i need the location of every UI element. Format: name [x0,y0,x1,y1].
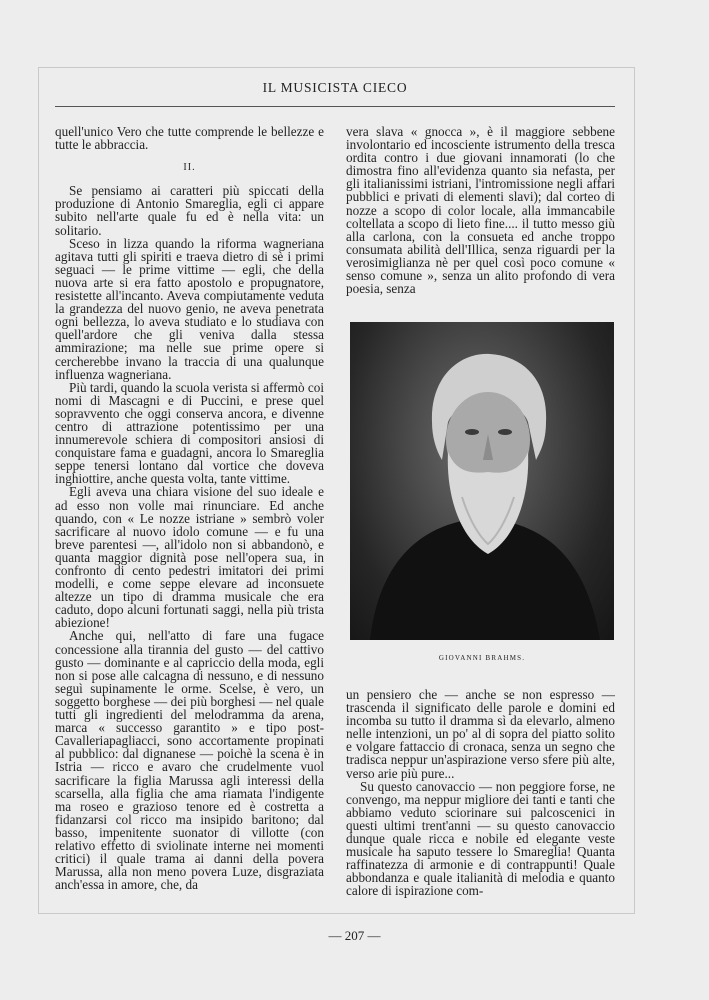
page-number: — 207 — [328,928,381,943]
section-number: II. [183,162,196,174]
running-head: IL MUSICISTA CIECO [262,80,408,95]
continued-paragraph: un pensiero che — anche se non espresso — trascenda il significato delle parole e domini ed incomba su tutto il dramma sì da elevarlo, almeno nelle intenzioni, un po' al di sopra del piatto solito e volgare fattaccio di cronaca, senza un segno che tradisca neppur un'aspirazione verso sfere più alte, verso arie più pure... [346,687,615,781]
portrait-photograph [350,322,614,640]
body-paragraph: Egli aveva una chiara visione del suo ideale e ad esso non volle mai rinunciare. Ed anche quando, con « Le nozze istriane » sembrò voler sacrificare al nuovo idolo comune — e fu una breve parentesi —, all'idolo non si abbandonò, e quanta maggior dignità pose nell'opera sua, in confronto di cento pedestri imitatori dei primi modelli, e come seppe elevare ad inconsuete altezze un tipo di dramma musicale che era caduto, dopo alcuni fortunati saggi, nella più trista abiezione! [55,484,324,631]
left-column [55,125,324,891]
continued-paragraph: vera slava « gnocca », è il maggiore sebbene involontario ed incosciente istrumento della tresca ordita contro i due giovani innamorati (lo che dimostra fino all'evidenza quanto sia nefasta, per gli italianissimi istriani, l'intromissione negli affari pubblici e privati di elementi slavi); dal corteo di nozze a scopo di color locale, alla immancabile coltellata a scopo di lieto fine.... il tutto messo giù alla carlona, con la consueta ed anche troppo consumata abilità dell'Illica, senza riguardi per la verosimiglianza nè per quel così poco comune « senso comune », senza un alito profondo di vera poesia, senza [346,124,615,297]
body-paragraph: Più tardi, quando la scuola verista si affermò coi nomi di Mascagni e di Puccini, e prese quel sopravvento che oggi conserva ancora, e divenne centro di attrazione potentissimo per una innumerevole schiera di compositori ansiosi di conquistare fama e guadagni, ancora lo Smareglia seppe tenersi lontano dal vortice che doveva inghiottire, anche questa volta, tante vittime. [55,379,325,487]
right-column-bottom [346,688,615,898]
body-paragraph: Sceso in lizza quando la riforma wagneriana agitava tutti gli spiriti e traeva dietro di sè i primi seguaci — le prime vittime — egli, che della nuova arte si era fatto apostolo e propugnatore, resistette all'incanto. Aveva compiutamente veduta la grandezza del nuovo genio, ne aveva penetrata ogni bellezza, lo aveva studiato e lo studiava con quell'ardore che gli veniva dalla stessa ammirazione; ma nelle sue prime opere si cercherebbe invano la traccia di una qualunque influenza wagneriana. [55,235,324,382]
right-column-top [346,125,615,295]
continued-paragraph: quell'unico Vero che tutte comprende le bellezze e tutte le abbraccia. [55,124,324,153]
body-paragraph: Su questo canovaccio — non peggiore forse, ne convengo, ma neppur migliore dei tanti e tanti che abbiamo veduto sciorinare sui palcoscenici in questi ultimi trent'anni — su questo canovaccio dunque quale ricca e nobile ed elegante veste musicale ha saputo tessere lo Smareglia! Quanta raffinatezza di armonie e di contrappunti! Quale abbondanza e quale italianità di melodia e quanto calore di ispirazione com- [346,778,615,899]
figure-caption: GIOVANNI BRAHMS. [438,654,526,662]
header-rule [55,106,615,107]
body-paragraph: Se pensiamo ai caratteri più spiccati della produzione di Antonio Smareglia, egli ci appare subito nell'arte quale fu ed è nella vita: un solitario. [55,183,324,238]
body-paragraph: Anche qui, nell'atto di fare una fugace concessione alla tirannia del gusto — del cattivo gusto — dominante e al capriccio della moda, egli non si pose alle calcagna di nessuno, e di nessuno seguì supinamente le orme. Scelse, è vero, un soggetto borghese — dei più borghesi — nel quale tutti gli ingredienti del melodramma da arena, marca « successo garantito » e tipo post-Cavalleriapagliacci, sono accortamente propinati al pubblico: dal dignanese — poichè la scena è in Istria — ricco e avaro che crudelmente vuol sacrificare la figlia Marussa agli interessi della scarsella, alla figlia che ama riamata l'indigente ma roseo e grazioso tenore ed è costretta a fidanzarsi col ricco ma insipido baritono; dal basso, impenitente suonator di villotte (con relativo effetto di sviolinate interne nei momenti critici) il quale trama ai danni della povera Marussa, alla non meno povera Luze, disgraziata anch'essa in amore, che, da [55,628,324,893]
portrait-photograph-icon [350,322,614,640]
